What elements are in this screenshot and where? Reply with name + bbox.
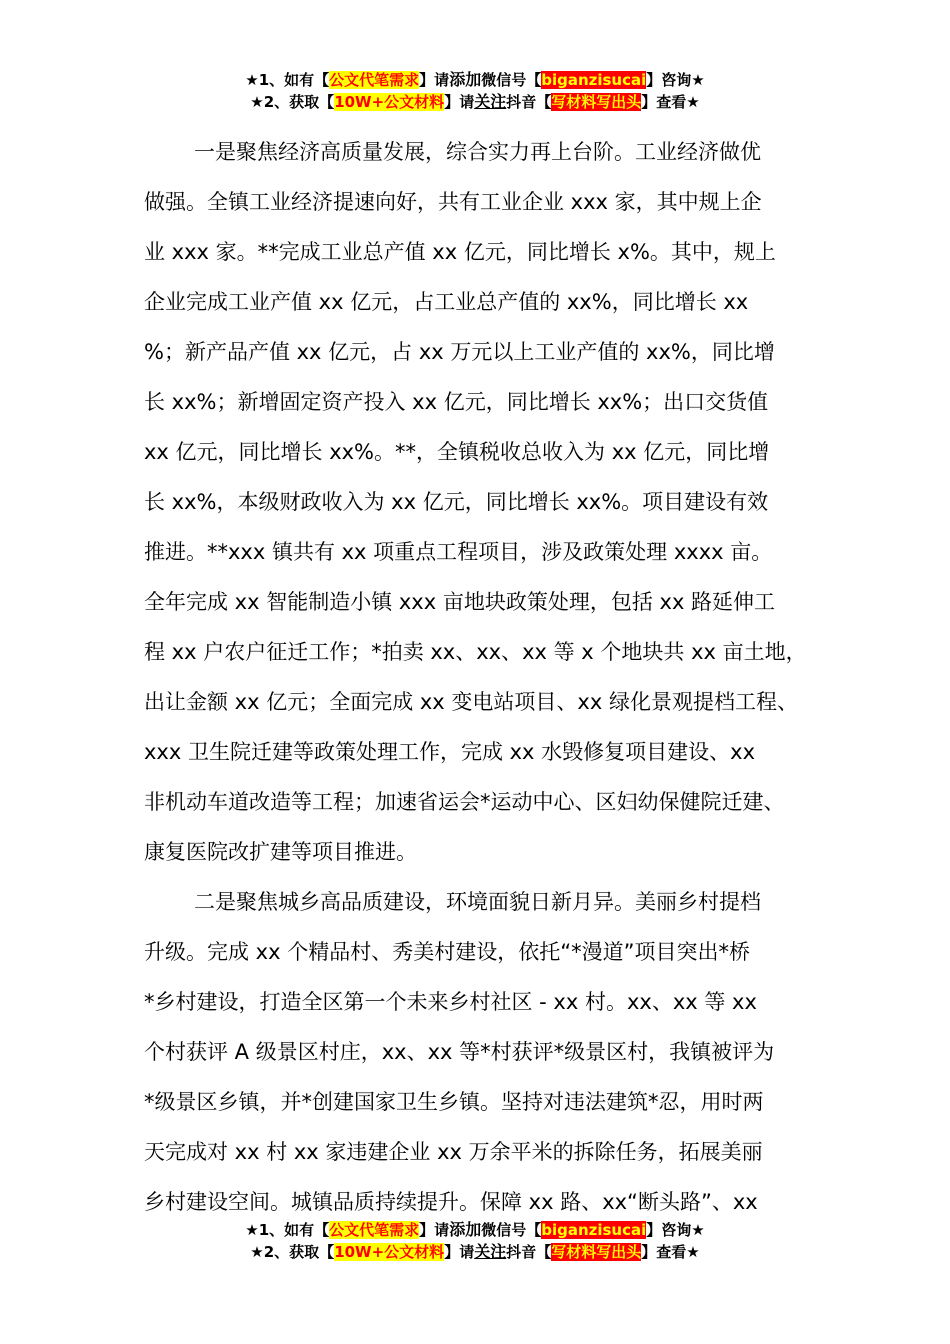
banner-text: 】查看★ — [641, 93, 700, 111]
body-line: 做强。全镇工业经济提速向好，共有工业企业 xxx 家，其中规上企 — [144, 190, 762, 214]
wechat-id: biganzisucai — [541, 1221, 647, 1239]
body-line: 长 xx%；新增固定资产投入 xx 亿元，同比增长 xx%；出口交货值 — [144, 390, 769, 414]
star-icon: ★ — [245, 71, 259, 89]
body-line: 业 xxx 家。**完成工业总产值 xx 亿元，同比增长 x%。其中，规上 — [144, 240, 776, 264]
banner-line-2 — [0, 1241, 950, 1263]
banner-text: 】咨询★ — [646, 1221, 705, 1239]
body-line: 一是聚焦经济高质量发展，综合实力再上台阶。工业经济做优 — [194, 140, 761, 164]
banner-text: 1、如有【 — [258, 71, 330, 89]
star-icon: ★ — [250, 1243, 264, 1261]
body-line: 非机动车道改造等工程；加速省运会*运动中心、区妇幼保健院迁建、 — [144, 790, 785, 814]
body-line: 乡村建设空间。城镇品质持续提升。保障 xx 路、xx“断头路”、xx — [144, 1190, 758, 1214]
footer-banner — [0, 1219, 950, 1263]
banner-text: 微信号【 — [481, 1221, 542, 1239]
banner-text: 2、获取【 — [263, 1243, 335, 1261]
emphasis-text: 关注 — [474, 92, 507, 111]
body-line: 推进。**xxx 镇共有 xx 项重点工程项目，涉及政策处理 xxxx 亩。 — [144, 540, 773, 564]
banner-text: 抖音【 — [506, 1243, 552, 1261]
body-line: 个村获评 A 级景区村庄，xx、xx 等*村获评*级景区村，我镇被评为 — [144, 1040, 775, 1064]
body-line: %；新产品产值 xx 亿元，占 xx 万元以上工业产值的 xx%，同比增 — [144, 340, 775, 364]
body-line: 全年完成 xx 智能制造小镇 xxx 亩地块政策处理，包括 xx 路延伸工 — [144, 590, 776, 614]
douyin-account: 写材料写出头 — [551, 1243, 642, 1261]
banner-line-1 — [0, 1219, 950, 1241]
body-line: *级景区乡镇，并*创建国家卫生乡镇。坚持对违法建筑*忍，用时两 — [144, 1090, 764, 1114]
body-line: xx 亿元，同比增长 xx%。**，全镇税收总收入为 xx 亿元，同比增 — [144, 440, 770, 464]
star-icon: ★ — [250, 93, 264, 111]
banner-text: 】请 — [444, 93, 475, 111]
body-line: 出让金额 xx 亿元；全面完成 xx 变电站项目、xx 绿化景观提档工程、 — [144, 690, 798, 714]
body-line: 程 xx 户农户征迁工作；*拍卖 xx、xx、xx 等 x 个地块共 xx 亩土地， — [144, 640, 807, 664]
header-banner — [0, 69, 950, 113]
body-line: 二是聚焦城乡高品质建设，环境面貌日新月异。美丽乡村提档 — [194, 890, 761, 914]
emphasis-text: 添加 — [449, 70, 482, 89]
emphasis-text: 添加 — [449, 1220, 482, 1239]
banner-text: 1、如有【 — [258, 1221, 330, 1239]
highlight-text: 10W+公文材料 — [334, 93, 445, 111]
document-body — [144, 127, 834, 1227]
body-line: *乡村建设，打造全区第一个未来乡村社区 - xx 村。xx、xx 等 xx — [144, 990, 757, 1014]
body-line: xxx 卫生院迁建等政策处理工作，完成 xx 水毁修复项目建设、xx — [144, 740, 756, 764]
banner-text: 】请 — [419, 1221, 450, 1239]
wechat-id: biganzisucai — [541, 71, 647, 89]
banner-text: 】请 — [419, 71, 450, 89]
highlight-text: 10W+公文材料 — [334, 1243, 445, 1261]
banner-text: 抖音【 — [506, 93, 552, 111]
banner-text: 微信号【 — [481, 71, 542, 89]
highlight-text: 公文代笔需求 — [329, 71, 420, 89]
banner-line-1 — [0, 69, 950, 91]
body-line: 长 xx%，本级财政收入为 xx 亿元，同比增长 xx%。项目建设有效 — [144, 490, 769, 514]
body-line: 天完成对 xx 村 xx 家违建企业 xx 万余平米的拆除任务，拓展美丽 — [144, 1140, 763, 1164]
banner-text: 】请 — [444, 1243, 475, 1261]
banner-text: 】咨询★ — [646, 71, 705, 89]
emphasis-text: 关注 — [474, 1242, 507, 1261]
body-line: 升级。完成 xx 个精品村、秀美村建设，依托“*漫道”项目突出*桥 — [144, 940, 750, 964]
highlight-text: 公文代笔需求 — [329, 1221, 420, 1239]
banner-text: 2、获取【 — [263, 93, 335, 111]
body-line: 企业完成工业产值 xx 亿元，占工业总产值的 xx%，同比增长 xx — [144, 290, 749, 314]
banner-line-2 — [0, 91, 950, 113]
body-line: 康复医院改扩建等项目推进。 — [144, 840, 417, 864]
star-icon: ★ — [245, 1221, 259, 1239]
banner-text: 】查看★ — [641, 1243, 700, 1261]
douyin-account: 写材料写出头 — [551, 93, 642, 111]
